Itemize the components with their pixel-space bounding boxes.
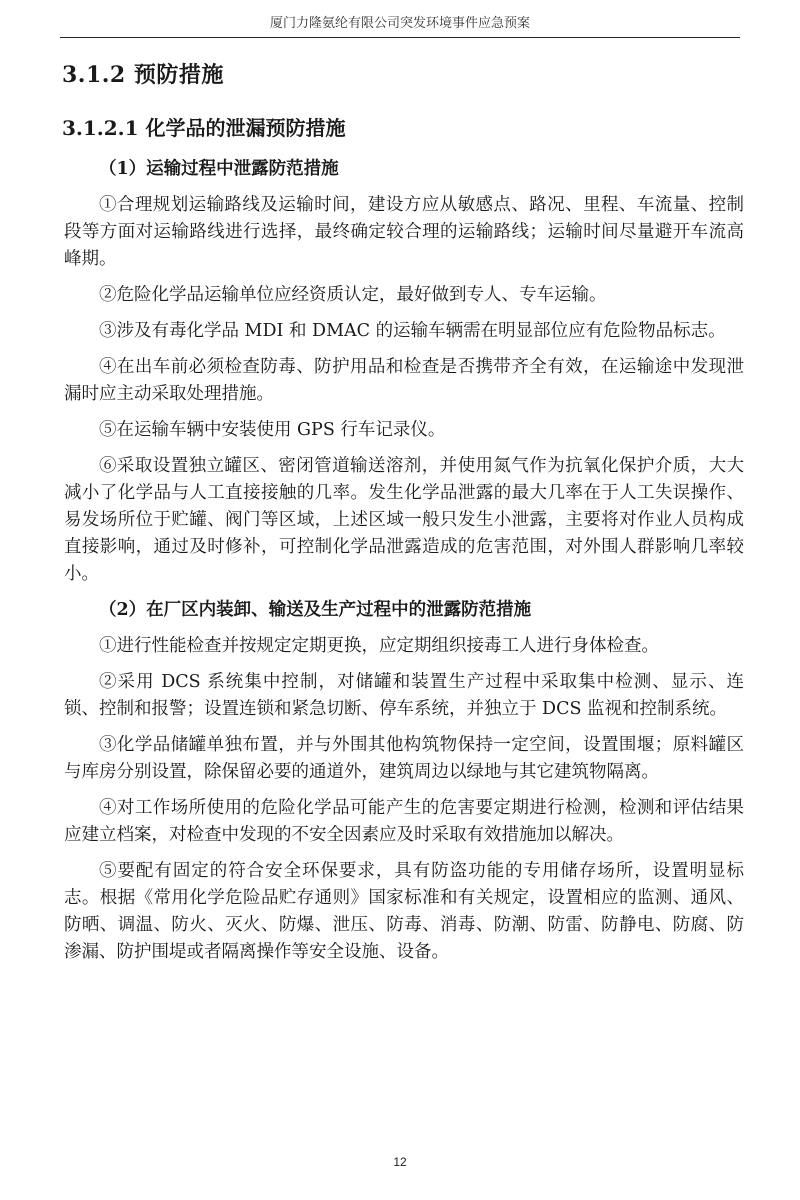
paragraph: ①合理规划运输路线及运输时间，建设方应从敏感点、路况、里程、车流量、控制段等方面对运输路线进行选择，最终确定较合理的运输路线；运输时间尽量避开车流高峰期。 [64, 195, 744, 269]
running-header: 厦门力隆氨纶有限公司突发环境事件应急预案 [60, 12, 740, 38]
paragraph: ④对工作场所使用的危险化学品可能产生的危害要定期进行检测，检测和评估结果应建立档案，对检查中发现的不安全因素应及时采取有效措施加以解决。 [64, 798, 744, 845]
paragraph: ⑥采取设置独立罐区、密闭管道输送溶剂，并使用氮气作为抗氧化保护介质，大大减小了化学品与人工直接接触的几率。发生化学品泄露的最大几率在于人工失误操作、易发场所位于贮罐、阀门等区域，上述区域一般只发生小泄露，主要将对作业人员构成直接影响，通过及时修补，可控制化学品泄露造成的危害范围，对外围人群影响几率较小。 [64, 456, 744, 584]
part2-heading: （2）在厂区内装卸、输送及生产过程中的泄露防范措施 [99, 600, 532, 620]
part1-heading: （1）运输过程中泄露防范措施 [99, 159, 339, 179]
paragraph: ③化学品储罐单独布置，并与外围其他构筑物保持一定空间，设置围堰；原料罐区与库房分别设置，除保留必要的通道外，建筑周边以绿地与其它建筑物隔离。 [64, 735, 744, 782]
subsection-title: 3.1.2.1 化学品的泄漏预防措施 [62, 116, 346, 140]
paragraph: ④在出车前必须检查防毒、防护用品和检查是否携带齐全有效，在运输途中发现泄漏时应主动采取处理措施。 [64, 357, 744, 404]
section-title: 3.1.2 预防措施 [62, 62, 224, 88]
paragraph: ②危险化学品运输单位应经资质认定，最好做到专人、专车运输。 [99, 285, 607, 305]
paragraph: ⑤要配有固定的符合安全环保要求，具有防盗功能的专用储存场所，设置明显标志。根据《常用化学危险品贮存通则》国家标准和有关规定，设置相应的监测、通风、防晒、调温、防火、灭火、防爆、泄压、防毒、消毒、防潮、防雷、防静电、防腐、防渗漏、防护围堤或者隔离操作等安全设施、设备。 [64, 861, 744, 962]
paragraph: ⑤在运输车辆中安装使用 GPS 行车记录仪。 [99, 420, 446, 440]
body-text [64, 156, 744, 975]
paragraph: ②采用 DCS 系统集中控制，对储罐和装置生产过程中采取集中检测、显示、连锁、控制和报警；设置连锁和紧急切断、停车系统，并独立于 DCS 监视和控制系统。 [64, 672, 744, 719]
paragraph: ①进行性能检查并按规定定期更换，应定期组织接毒工人进行身体检查。 [99, 636, 659, 656]
page-number: 12 [393, 1155, 407, 1169]
paragraph: ③涉及有毒化学品 MDI 和 DMAC 的运输车辆需在明显部位应有危险物品标志。 [99, 321, 726, 341]
